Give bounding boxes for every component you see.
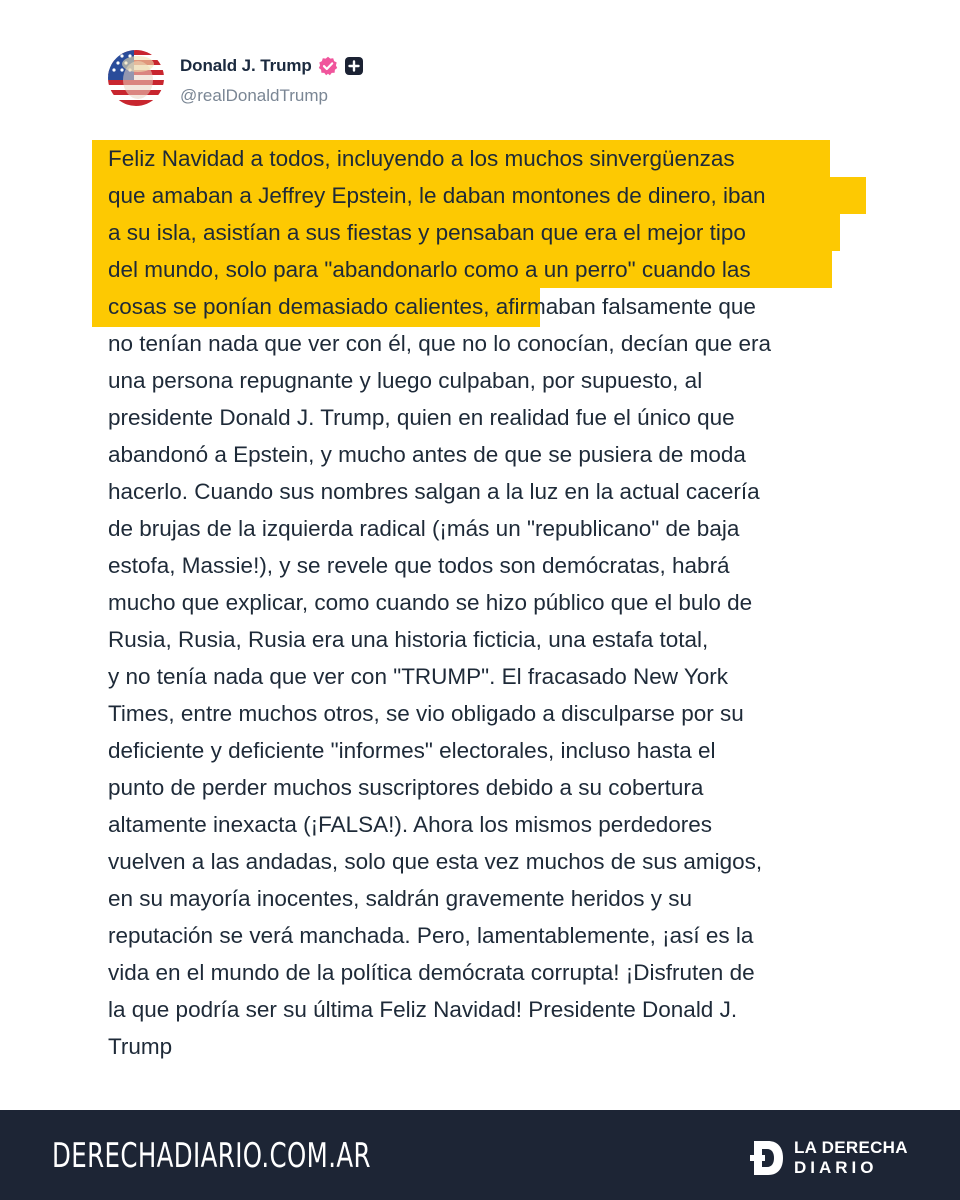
post-text-line: del mundo, solo para "abandonarlo como a un perro" cuando las (108, 251, 868, 288)
post-text-line: reputación se verá manchada. Pero, lamentablemente, ¡así es la (108, 923, 754, 948)
post-text-line: abandonó a Epstein, y mucho antes de que se pusiera de moda (108, 442, 746, 467)
post-text-line: vida en el mundo de la política demócrata corrupta! ¡Disfruten de (108, 960, 755, 985)
post-text-line: Feliz Navidad a todos, incluyendo a los muchos sinvergüenzas (108, 140, 868, 177)
post-text-line: estofa, Massie!), y se revele que todos son demócratas, habrá (108, 553, 730, 578)
flag-portrait-avatar-icon (108, 50, 164, 106)
brand-logo[interactable] (750, 1137, 910, 1179)
post-text-line: en su mayoría inocentes, saldrán gravemente heridos y su (108, 886, 693, 911)
footer-bar (0, 1110, 960, 1200)
post-text-line: que amaban a Jeffrey Epstein, le daban montones de dinero, iban (108, 177, 868, 214)
post-text-line: Trump (108, 1034, 173, 1059)
post-text-line: y no tenía nada que ver con "TRUMP". El fracasado New York (108, 664, 729, 689)
post-text-line: de brujas de la izquierda radical (¡más un "republicano" de baja (108, 516, 740, 541)
logo-line2: DIARIO (794, 1158, 878, 1177)
post-text-line: punto de perder muchos suscriptores debido a su cobertura (108, 775, 704, 800)
post-body (108, 140, 868, 1065)
site-url[interactable]: DERECHADIARIO.COM.AR (52, 1136, 371, 1176)
author-name[interactable]: Donald J. Trump (180, 56, 312, 75)
post-text-line: Times, entre muchos otros, se vio obligado a disculparse por su (108, 701, 744, 726)
post-text-line: a su isla, asistían a sus fiestas y pensaban que era el mejor tipo (108, 214, 868, 251)
derecha-diario-logo-icon (750, 1137, 786, 1179)
avatar[interactable] (108, 50, 164, 106)
author-handle[interactable]: @realDonaldTrump (180, 86, 328, 105)
post-text-line: mucho que explicar, como cuando se hizo público que el bulo de (108, 590, 753, 615)
logo-line1: LA DERECHA (794, 1138, 908, 1157)
post-text-line: deficiente y deficiente "informes" electorales, incluso hasta el (108, 738, 716, 763)
plus-icon[interactable] (344, 56, 364, 76)
post-text-line: vuelven a las andadas, solo que esta vez muchos de sus amigos, (108, 849, 763, 874)
post-text-line: hacerlo. Cuando sus nombres salgan a la luz en la actual cacería (108, 479, 760, 504)
post-text-line: no tenían nada que ver con él, que no lo conocían, decían que era (108, 331, 772, 356)
post-text-line: presidente Donald J. Trump, quien en realidad fue el único que (108, 405, 735, 430)
post-text-line: Rusia, Rusia, Rusia era una historia ficticia, una estafa total, (108, 627, 709, 652)
post-text-line: altamente inexacta (¡FALSA!). Ahora los mismos perdedores (108, 812, 713, 837)
author-name-row (180, 56, 364, 76)
post-text-line: cosas se ponían demasiado calientes, afirmaban falsamente que (108, 288, 868, 325)
post-text-line: la que podría ser su última Feliz Navidad! Presidente Donald J. (108, 997, 738, 1022)
post-text-line: una persona repugnante y luego culpaban, por supuesto, al (108, 368, 703, 393)
verified-badge-icon (318, 56, 338, 76)
post-header (108, 48, 508, 110)
